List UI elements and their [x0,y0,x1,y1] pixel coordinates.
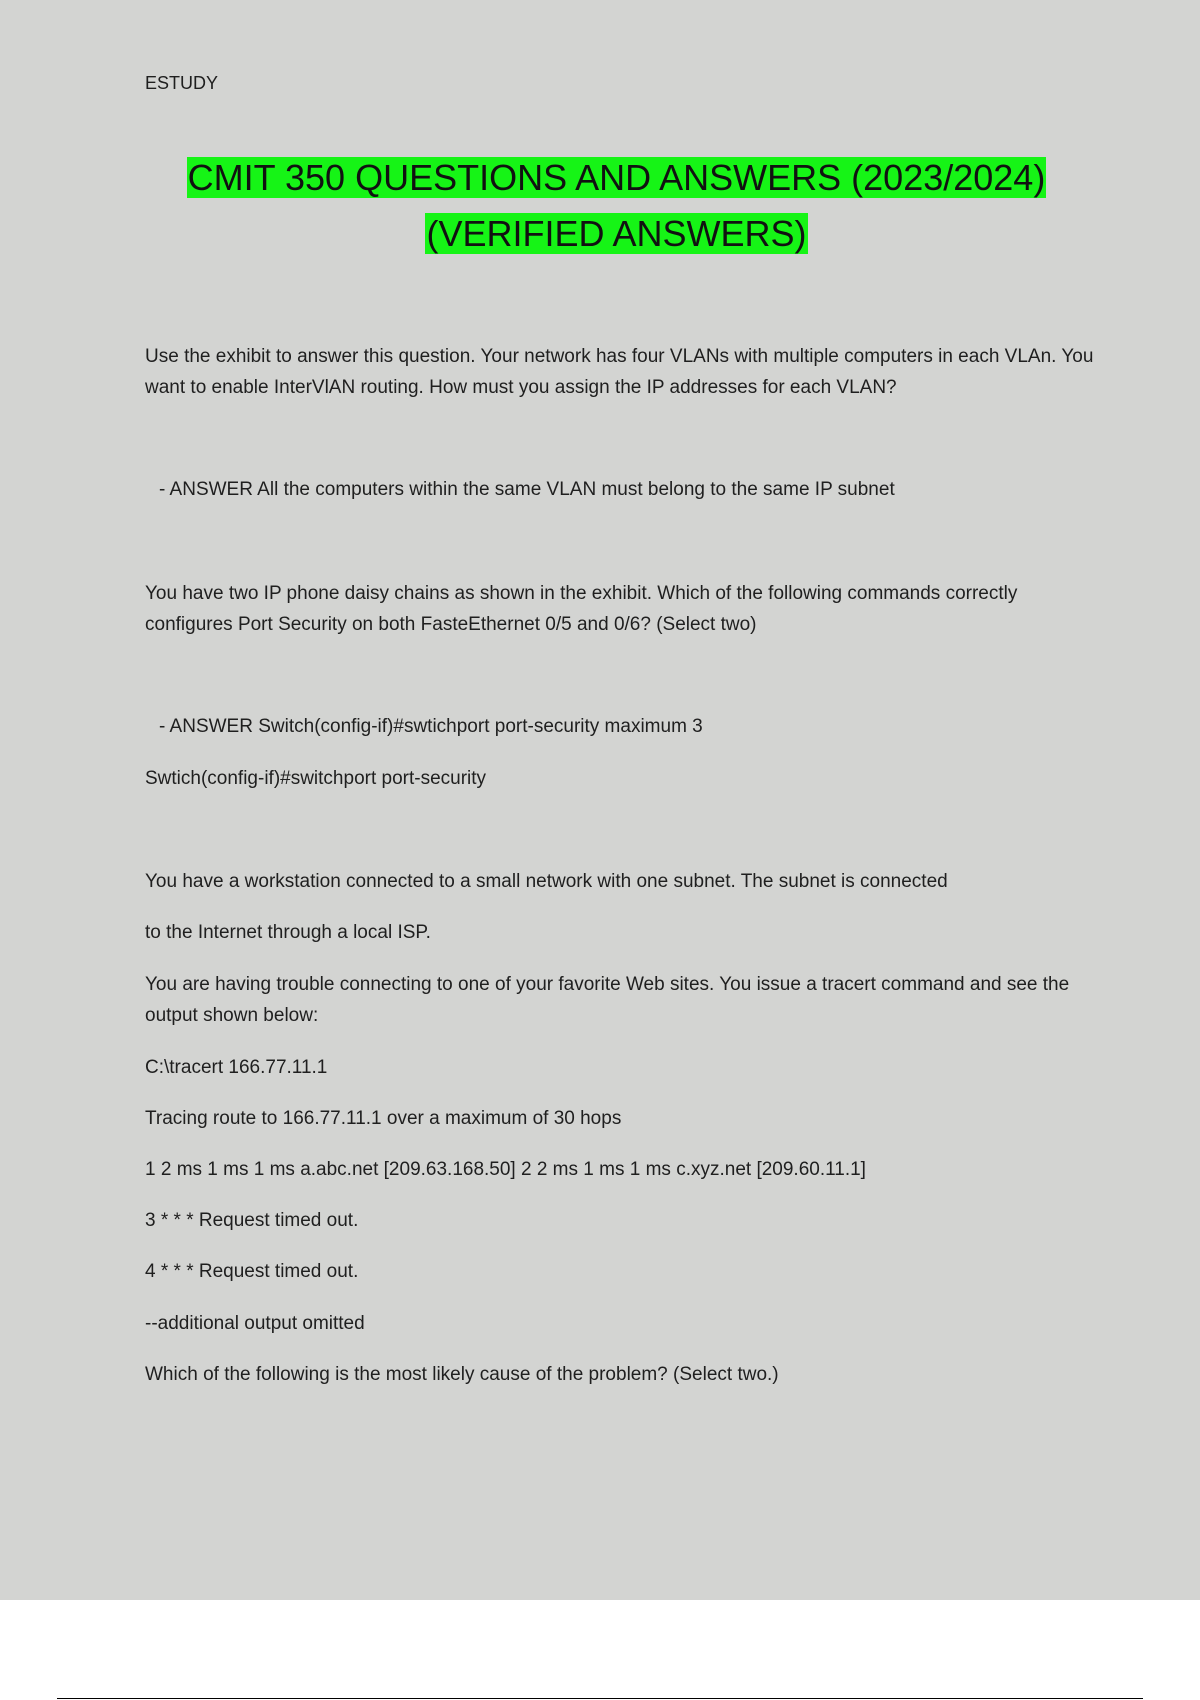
answer-1: - ANSWER All the computers within the same VLAN must belong to the same IP subnet [159,479,895,500]
title-line-2: (VERIFIED ANSWERS) [426,213,807,254]
question-3-line-7: 3 * * * Request timed out. [145,1210,359,1231]
answer-2-line-2: Swtich(config-if)#switchport port-security [145,768,487,789]
question-3-line-3: You are having trouble connecting to one of your favorite Web sites. You issue a tracert command and see the output shown below: [145,974,1070,1026]
answer-2-line-1: - ANSWER Switch(config-if)#swtichport port-security maximum 3 [159,716,703,737]
question-3-line-9: --additional output omitted [145,1313,365,1334]
document-title [0,150,1200,262]
question-3-line-6: 1 2 ms 1 ms 1 ms a.abc.net [209.63.168.50] 2 2 ms 1 ms 1 ms c.xyz.net [209.60.11.1] [145,1159,866,1180]
page-divider [57,1698,1143,1699]
question-1: Use the exhibit to answer this question. Your network has four VLANs with multiple computers in each VLAn. You want to enable InterVlAN routing. How must you assign the IP addresses for each VLAN? [145,346,1094,398]
question-2: You have two IP phone daisy chains as shown in the exhibit. Which of the following commands correctly configures Port Security on both FasteEthernet 0/5 and 0/6? (Select two) [145,583,1018,635]
question-3-line-10: Which of the following is the most likely cause of the problem? (Select two.) [145,1364,779,1385]
question-3-line-1: You have a workstation connected to a small network with one subnet. The subnet is connected [145,871,948,892]
title-line-1: CMIT 350 QUESTIONS AND ANSWERS (2023/2024) [187,157,1046,198]
question-3-line-8: 4 * * * Request timed out. [145,1261,359,1282]
question-3-line-5: Tracing route to 166.77.11.1 over a maximum of 30 hops [145,1108,622,1129]
question-3-line-2: to the Internet through a local ISP. [145,922,431,943]
header-brand: ESTUDY [145,73,219,93]
question-3-line-4: C:\tracert 166.77.11.1 [145,1057,328,1078]
